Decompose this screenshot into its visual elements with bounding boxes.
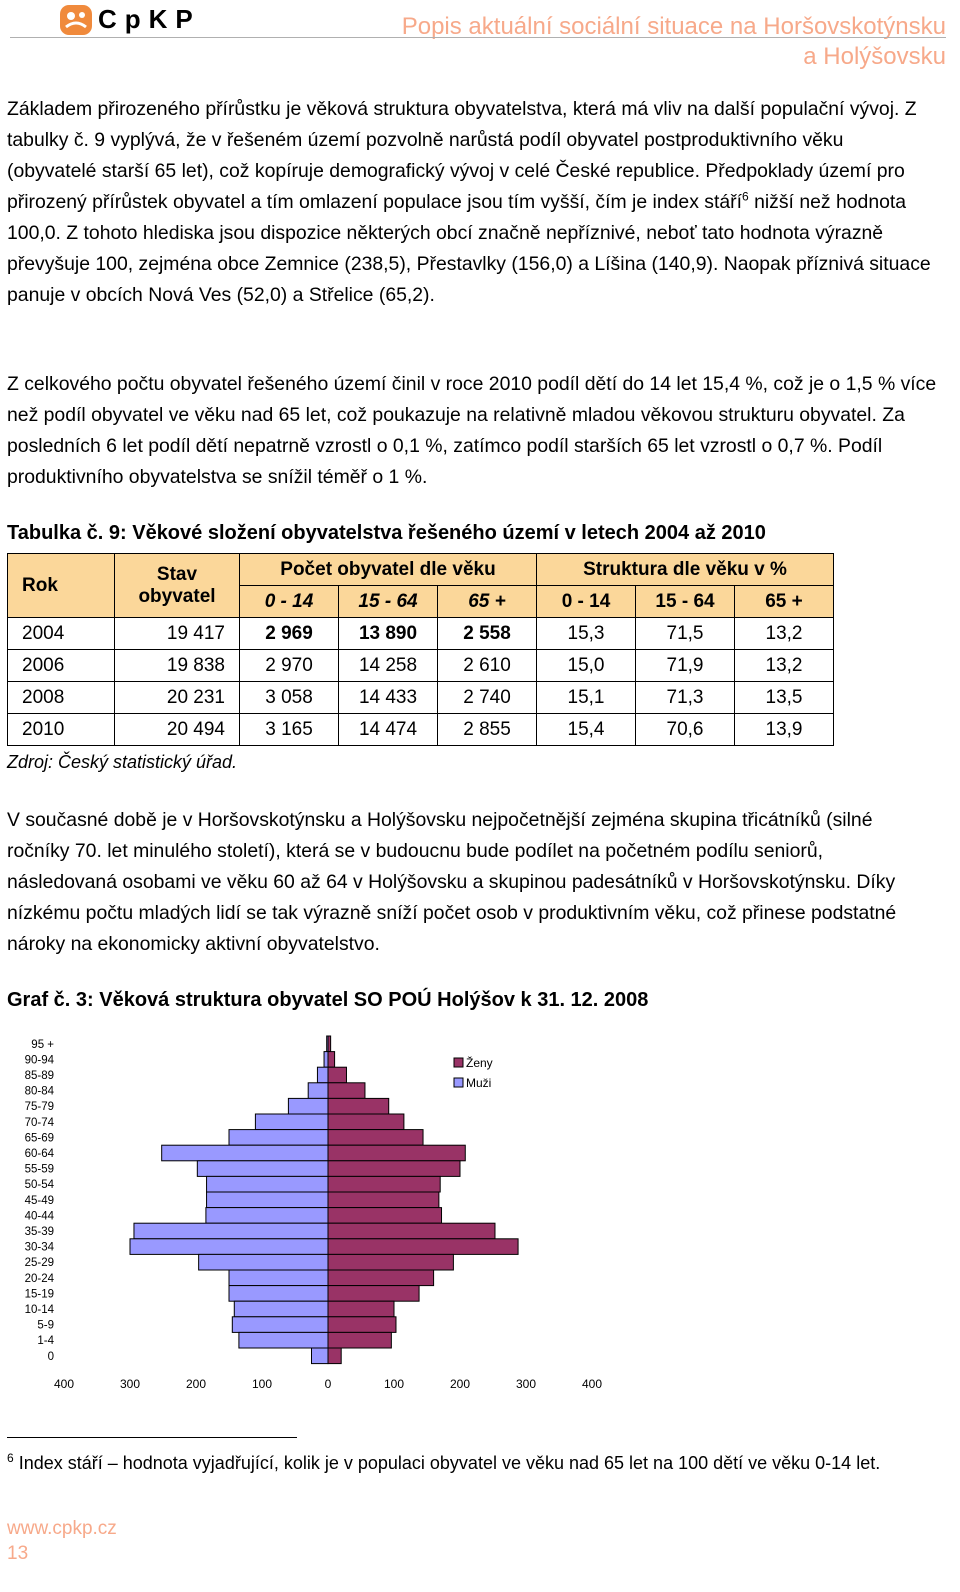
bar-zeny xyxy=(328,1332,391,1348)
bar-zeny xyxy=(328,1317,396,1333)
cell-count: 2 610 xyxy=(438,650,537,682)
bar-zeny xyxy=(328,1145,465,1161)
y-tick-label: 20-24 xyxy=(24,1272,54,1285)
subheader-cell: 65 + xyxy=(438,586,537,618)
bar-muzi xyxy=(324,1052,328,1068)
bar-zeny xyxy=(328,1067,346,1083)
subheader-cell: 15 - 64 xyxy=(636,586,735,618)
bar-muzi xyxy=(288,1098,328,1114)
subheader-cell: 0 - 14 xyxy=(240,586,339,618)
page-number: 13 xyxy=(7,1543,29,1564)
y-tick-label: 55-59 xyxy=(24,1163,54,1176)
bar-zeny xyxy=(328,1161,460,1177)
bar-muzi xyxy=(308,1083,328,1099)
population-pyramid-chart xyxy=(0,1020,640,1400)
table-row xyxy=(8,682,834,714)
x-tick-label: 300 xyxy=(119,1377,141,1391)
bar-muzi xyxy=(206,1208,328,1224)
y-tick-label: 10-14 xyxy=(24,1304,54,1316)
bar-zeny xyxy=(328,1176,440,1192)
bar-zeny xyxy=(328,1052,335,1068)
y-tick-label: 35-39 xyxy=(24,1226,54,1238)
x-tick-label: 100 xyxy=(251,1377,273,1391)
y-tick-label: 45-49 xyxy=(24,1194,54,1207)
y-tick-label: 40-44 xyxy=(24,1210,54,1223)
table-row xyxy=(8,650,834,682)
legend-label: Muži xyxy=(466,1076,492,1090)
x-tick-label: 0 xyxy=(324,1377,332,1391)
y-tick-label: 0 xyxy=(47,1350,54,1363)
cell-percent: 71,3 xyxy=(636,682,735,714)
bar-muzi xyxy=(199,1254,328,1270)
footnote-divider xyxy=(7,1437,297,1438)
bar-muzi xyxy=(229,1286,328,1302)
table-source: Zdroj: Český statistický úřad. xyxy=(7,752,238,772)
bar-muzi xyxy=(229,1130,328,1146)
bar-zeny xyxy=(328,1036,331,1052)
y-tick-label: 1-4 xyxy=(37,1335,54,1348)
bar-muzi xyxy=(229,1270,328,1286)
bar-muzi xyxy=(239,1332,328,1348)
bar-zeny xyxy=(328,1114,404,1130)
table-row xyxy=(8,714,834,746)
bar-muzi xyxy=(234,1301,328,1317)
legend-swatch xyxy=(454,1058,463,1067)
footnote xyxy=(7,1446,937,1476)
cell-count: 2 855 xyxy=(438,714,537,746)
cell-count: 3 058 xyxy=(240,682,339,714)
logo-text: CpKP xyxy=(98,4,201,34)
header-divider xyxy=(10,37,946,38)
bar-zeny xyxy=(328,1192,439,1208)
bar-zeny xyxy=(328,1286,419,1302)
cell-percent: 13,9 xyxy=(735,714,834,746)
subheader-cell: 15 - 64 xyxy=(339,586,438,618)
cell-percent: 15,0 xyxy=(537,650,636,682)
x-tick-label: 100 xyxy=(383,1377,405,1391)
cell-population: 19 417 xyxy=(115,618,240,650)
bar-muzi xyxy=(232,1317,328,1333)
header-struktura: Struktura dle věku v % xyxy=(537,554,834,586)
cell-percent: 70,6 xyxy=(636,714,735,746)
y-tick-label: 15-19 xyxy=(24,1288,54,1301)
bar-muzi xyxy=(317,1067,328,1083)
bar-zeny xyxy=(328,1208,442,1224)
header-stav-line2: obyvatel xyxy=(138,585,216,607)
bar-zeny xyxy=(328,1239,518,1255)
cell-count: 2 970 xyxy=(240,650,339,682)
x-tick-label: 400 xyxy=(581,1377,603,1391)
bar-zeny xyxy=(328,1301,394,1317)
cell-population: 19 838 xyxy=(115,650,240,682)
table-caption: Tabulka č. 9: Věkové složení obyvatelstva řešeného území v letech 2004 až 2010 xyxy=(7,522,766,544)
legend-label: Ženy xyxy=(466,1056,493,1070)
cell-count: 14 474 xyxy=(339,714,438,746)
y-tick-label: 70-74 xyxy=(24,1116,54,1129)
bar-zeny xyxy=(328,1254,453,1270)
cell-percent: 13,2 xyxy=(735,618,834,650)
legend-swatch xyxy=(454,1078,463,1087)
cell-count: 2 558 xyxy=(438,618,537,650)
paragraph-current-state: V současné době je v Horšovskotýnsku a Holýšovsku nejpočetnější zejména skupina třicátníků (silné ročníky 70. let minulého století), která se v budoucnu bude podílet na početném podílu seniorů, následovaná osobami ve věku 60 až 64 v Holýšovsku a skupinou padesátníků v Horšovskotýnsku. Díky nízkému počtu mladých lidí se tak výrazně sníží počet osob v produktivním věku, což přinese podstatné nároky na ekonomicky aktivní obyvatelstvo. xyxy=(7,809,897,955)
table-header-row xyxy=(8,554,834,586)
bar-muzi xyxy=(207,1192,328,1208)
cell-percent: 15,3 xyxy=(537,618,636,650)
cell-year: 2008 xyxy=(8,682,115,714)
bar-muzi xyxy=(162,1145,328,1161)
bar-zeny xyxy=(328,1130,423,1146)
y-tick-label: 65-69 xyxy=(24,1132,54,1145)
logo xyxy=(60,4,201,35)
y-tick-label: 95 + xyxy=(31,1038,54,1051)
y-tick-label: 75-79 xyxy=(24,1101,54,1114)
bar-muzi xyxy=(255,1114,328,1130)
bar-zeny xyxy=(328,1223,495,1239)
footnote-text: Index stáří – hodnota vyjadřující, kolik je v populaci obyvatel ve věku nad 65 let na 100 dětí ve věku 0-14 let. xyxy=(13,1453,881,1473)
y-tick-label: 85-89 xyxy=(24,1070,54,1082)
table-row xyxy=(8,618,834,650)
header-stav-line1: Stav xyxy=(156,563,198,585)
paragraph-children-share: Z celkového počtu obyvatel řešeného území činil v roce 2010 podíl dětí do 14 let 15,4 %, což je o 1,5 % více než podíl obyvatel ve věku nad 65 let, což poukazuje na relativně mladou věkovou strukturu obyvatel. Za posledních 6 let podíl dětí nepatrně vzrostl o 0,1 %, zatímco podíl starších 65 let vzrostl o 0,7 %. Podíl produktivního obyvatelstva se snížil téměř o 1 %. xyxy=(7,373,937,488)
cell-population: 20 231 xyxy=(115,682,240,714)
header-rok: Rok xyxy=(8,554,115,618)
footer-link[interactable]: www.cpkp.cz xyxy=(7,1518,117,1539)
cell-count: 3 165 xyxy=(240,714,339,746)
page-header xyxy=(0,0,960,72)
footnote-ref[interactable]: 6 xyxy=(742,189,749,204)
bar-zeny xyxy=(328,1083,365,1099)
cell-count: 14 433 xyxy=(339,682,438,714)
cpkp-logo-icon xyxy=(60,5,92,35)
y-tick-label: 60-64 xyxy=(24,1148,54,1160)
bar-zeny xyxy=(328,1348,341,1364)
bar-zeny xyxy=(328,1270,434,1286)
bar-muzi xyxy=(312,1348,329,1364)
paragraph-age-structure xyxy=(7,94,937,311)
cell-year: 2004 xyxy=(8,618,115,650)
x-tick-label: 200 xyxy=(449,1377,471,1391)
y-tick-label: 30-34 xyxy=(24,1241,54,1254)
subheader-cell: 65 + xyxy=(735,586,834,618)
cell-count: 14 258 xyxy=(339,650,438,682)
x-tick-label: 400 xyxy=(53,1377,75,1391)
y-tick-label: 50-54 xyxy=(24,1179,54,1192)
x-tick-label: 300 xyxy=(515,1377,537,1391)
header-pocet: Počet obyvatel dle věku xyxy=(240,554,537,586)
y-tick-label: 90-94 xyxy=(24,1054,54,1067)
header-stav xyxy=(115,554,240,618)
y-tick-label: 25-29 xyxy=(24,1257,54,1270)
x-tick-label: 200 xyxy=(185,1377,207,1391)
paragraph-text: nižší než hodnota 100,0. Z tohoto hlediska jsou dispozice některých obcí značně nepříznivé, neboť tato hodnota výrazně převyšuje 100, zejména obce Zemnice (238,5), Přestavlky (156,0) a Líšina (140,9). Naopak příznivá situace panuje v obcích Nová Ves (52,0) a Střelice (65,2). xyxy=(7,191,931,306)
footnote-number: 6 xyxy=(7,1451,14,1465)
cell-percent: 13,2 xyxy=(735,650,834,682)
bar-zeny xyxy=(328,1098,389,1114)
header-title: Popis aktuální sociální situace na Horšovskotýnsku a Holýšovsku xyxy=(401,13,946,70)
cell-percent: 15,1 xyxy=(537,682,636,714)
age-structure-table xyxy=(7,553,834,746)
cell-count: 2 969 xyxy=(240,618,339,650)
cell-percent: 71,9 xyxy=(636,650,735,682)
cell-population: 20 494 xyxy=(115,714,240,746)
cell-year: 2006 xyxy=(8,650,115,682)
cell-percent: 71,5 xyxy=(636,618,735,650)
bar-muzi xyxy=(134,1223,328,1239)
subheader-cell: 0 - 14 xyxy=(537,586,636,618)
bar-muzi xyxy=(197,1161,328,1177)
graph-caption: Graf č. 3: Věková struktura obyvatel SO POÚ Holýšov k 31. 12. 2008 xyxy=(7,989,649,1011)
cell-percent: 15,4 xyxy=(537,714,636,746)
y-tick-label: 80-84 xyxy=(24,1085,54,1098)
bar-muzi xyxy=(130,1239,328,1255)
cell-year: 2010 xyxy=(8,714,115,746)
y-tick-label: 5-9 xyxy=(37,1319,54,1332)
paragraph-text: Základem přirozeného přírůstku je věková struktura obyvatelstva, která má vliv na další populační vývoj. Z tabulky č. 9 vyplývá, že v řešeném území pozvolně narůstá podíl obyvatel postproduktivního věku (obyvatelé starší 65 let), což kopíruje demografický vývoj v celé České republice. Předpoklady území pro přirozený přírůstek obyvatel a tím omlazení populace jsou tím vyšší, čím je index stáří xyxy=(7,98,917,213)
cell-percent: 13,5 xyxy=(735,682,834,714)
bar-muzi xyxy=(207,1176,328,1192)
cell-count: 2 740 xyxy=(438,682,537,714)
cell-count: 13 890 xyxy=(339,618,438,650)
